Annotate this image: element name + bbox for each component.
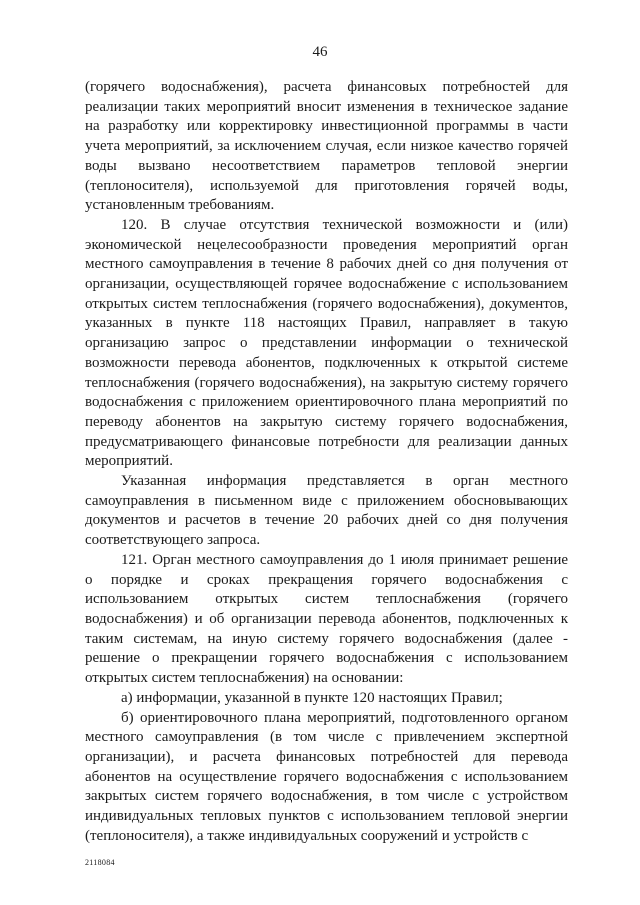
paragraph-120-info: Указанная информация представляется в орган местного самоуправления в письменном виде с приложением обосновывающих документов и расчетов в течение 20 рабочих дней со дня получения соответствующего запроса.	[85, 473, 568, 549]
page-number: 46	[312, 44, 328, 60]
document-code: 2118084	[85, 858, 115, 867]
paragraph-121: 121. Орган местного самоуправления до 1 июля принимает решение о порядке и сроках прекращения горячего водоснабжения с использованием открытых систем теплоснабжения (горячего водоснабжения) и об организации перевода абонентов, подключенных к таким системам, на иную систему горячего водоснабжения (далее - решение о прекращении горячего водоснабжения с использованием открытых систем теплоснабжения) на основании:	[85, 551, 568, 687]
paragraph-120: 120. В случае отсутствия технической возможности и (или) экономической нецелесообразности проведения мероприятий орган местного самоуправления в течение 8 рабочих дней со дня получения от организации, осуществляющей горячее водоснабжение с использованием открытых систем теплоснабжения (горячего водоснабжения), документов, указанных в пункте 118 настоящих Правил, направляет в такую организацию запрос о представлении информации о технической возможности перевода абонентов, подключенных к открытой системе теплоснабжения (горячего водоснабжения), на закрытую систему горячего водоснабжения с приложением ориентировочного плана мероприятий по переводу абонентов на закрытую систему горячего водоснабжения, предусматривающего финансовые потребности для реализации данных мероприятий.	[85, 216, 568, 470]
paragraph-121-a: а) информации, указанной в пункте 120 настоящих Правил;	[121, 689, 503, 706]
paragraph-continuation: (горячего водоснабжения), расчета финансовых потребностей для реализации таких мероприятий вносит изменения в техническое задание на разработку или корректировку инвестиционной программы в части учета мероприятий, за исключением случая, если низкое качество горячей воды вызвано несоответствием параметров тепловой энергии (теплоносителя), используемой для приготовления горячей воды, установленным требованиям.	[85, 79, 568, 214]
paragraph-121-b: б) ориентировочного плана мероприятий, подготовленного органом местного самоуправления (в том числе с привлечением экспертной организации), и расчета финансовых потребностей для перевода абонентов на осуществление горячего водоснабжения с использованием закрытых систем горячего водоснабжения, в том числе с устройством индивидуальных тепловых пунктов с использованием тепловой энергии (теплоносителя), а также индивидуальных сооружений и устройств с	[85, 709, 568, 844]
document-body	[85, 78, 568, 846]
